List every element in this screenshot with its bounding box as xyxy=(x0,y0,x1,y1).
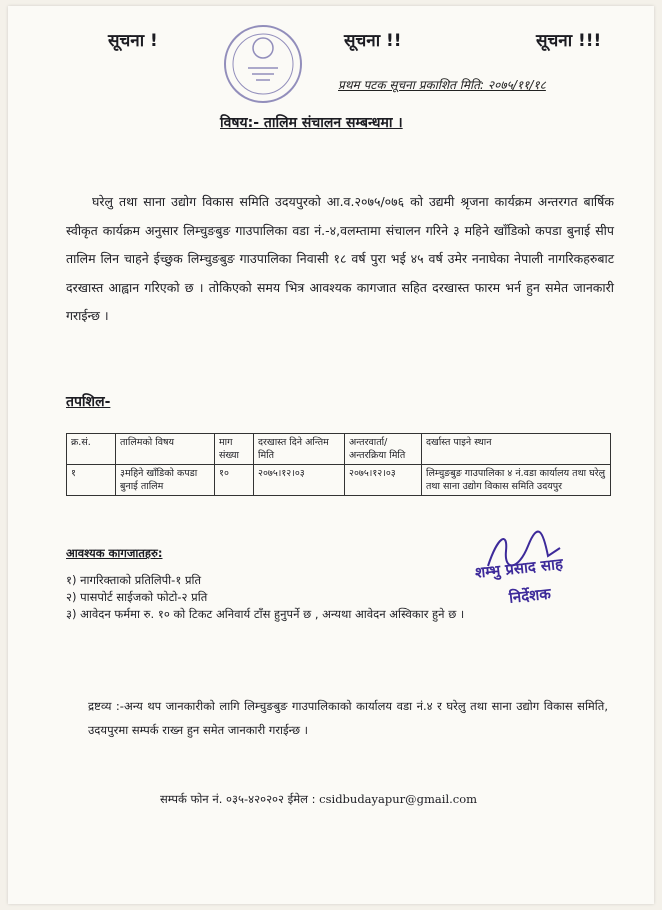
body-paragraph xyxy=(66,188,614,331)
list-item: २) पासपोर्ट साईजको फोटो-२ प्रति xyxy=(66,590,208,604)
body-paragraph-text: घरेलु तथा साना उद्योग विकास समिति उदयपुरको आ.व.२०७५/०७६ को उद्यमी श्रृजना कार्यक्रम अन्तरगत बार्षिक स्वीकृत कार्यक्रम अनुसार लिम्चुङबुङ गाउपालिका वडा नं.-४,वलम्तामा संचालन गरिने ३ महिने खाँडिको कपडा बुनाई सीप तालिम लिन चाहने ईच्छुक लिम्चुङबुङ गाउपालिका निवासी १८ वर्ष पुरा भई ४५ वर्ष उमेर ननाघेका नेपाली नागरिकहरुबाट दरखास्त आह्वान गरिएको छ । तोकिएको समय भित्र आवश्यक कागजात सहित दरखास्त फारम भर्न हुन समेत जानकारी गराईन्छ । xyxy=(66,194,614,323)
table-row xyxy=(67,465,611,496)
office-stamp-icon xyxy=(220,22,306,106)
list-item: ३) आवेदन फर्ममा रु. १० को टिकट अनिवार्य टाँस हुनुपर्ने छ , अन्यथा आवेदन अस्विकार हुने छ । xyxy=(66,607,465,621)
table-cell: १ xyxy=(67,465,116,496)
table-header-cell: क्र.सं. xyxy=(67,434,116,465)
details-heading: तपशिल- xyxy=(66,394,111,410)
table-cell: २०७५।१२।०३ xyxy=(254,465,345,496)
documents-list xyxy=(66,572,464,623)
table-cell: १० xyxy=(215,465,254,496)
notice-heading-right: सूचना !!! xyxy=(536,31,602,51)
notice-heading-left: सूचना ! xyxy=(108,31,158,51)
table-header-cell: अन्तरवार्ता/अन्तरक्रिया मिति xyxy=(345,434,422,465)
table-header-cell: दरखास्त दिने अन्तिम मिति xyxy=(254,434,345,465)
contact-line xyxy=(160,792,477,807)
table-header-cell: माग संख्या xyxy=(215,434,254,465)
contact-text: सम्पर्क फोन नं. ०३५-४२०२०२ ईमेल : xyxy=(160,792,316,806)
list-item: १) नागरिक्ताको प्रतिलिपी-१ प्रति xyxy=(66,573,202,587)
signatory-name: शम्भु प्रसाद साह xyxy=(474,554,564,582)
subject-line: विषय:- तालिम संचालन सम्बन्धमा । xyxy=(220,115,403,131)
note-paragraph: द्रष्टव्य :-अन्य थप जानकारीको लागि लिम्चुङबुङ गाउपालिकाको कार्यालय वडा नं.४ र घरेलु तथा साना उद्योग विकास समिति, उदयपुरमा सम्पर्क राख्न हुन समेत जानकारी गराईन्छ । xyxy=(88,699,608,737)
table-cell: ३महिने खाँडिको कपडा बुनाई तालिम xyxy=(116,465,215,496)
table-cell: २०७५।१२।०३ xyxy=(345,465,422,496)
training-table xyxy=(66,433,611,496)
notice-heading-center: सूचना !! xyxy=(344,31,402,51)
table-header-row xyxy=(67,434,611,465)
table-header-cell: दर्खास्त पाइने स्थान xyxy=(422,434,611,465)
contact-email: csidbudayapur@gmail.com xyxy=(319,792,478,806)
documents-heading: आवश्यक कागजातहरु: xyxy=(66,546,163,560)
notice-page xyxy=(8,6,654,904)
table-header-cell: तालिमको विषय xyxy=(116,434,215,465)
publish-date: प्रथम पटक सूचना प्रकाशित मिति: २०७५/११/१८ xyxy=(338,78,546,92)
signatory-title: निर्देशक xyxy=(508,584,552,607)
table-cell: लिम्चुङबुङ गाउपालिका ४ नं.वडा कार्यालय तथा घरेलु तथा साना उद्योग विकास समिति उदयपुर xyxy=(422,465,611,496)
